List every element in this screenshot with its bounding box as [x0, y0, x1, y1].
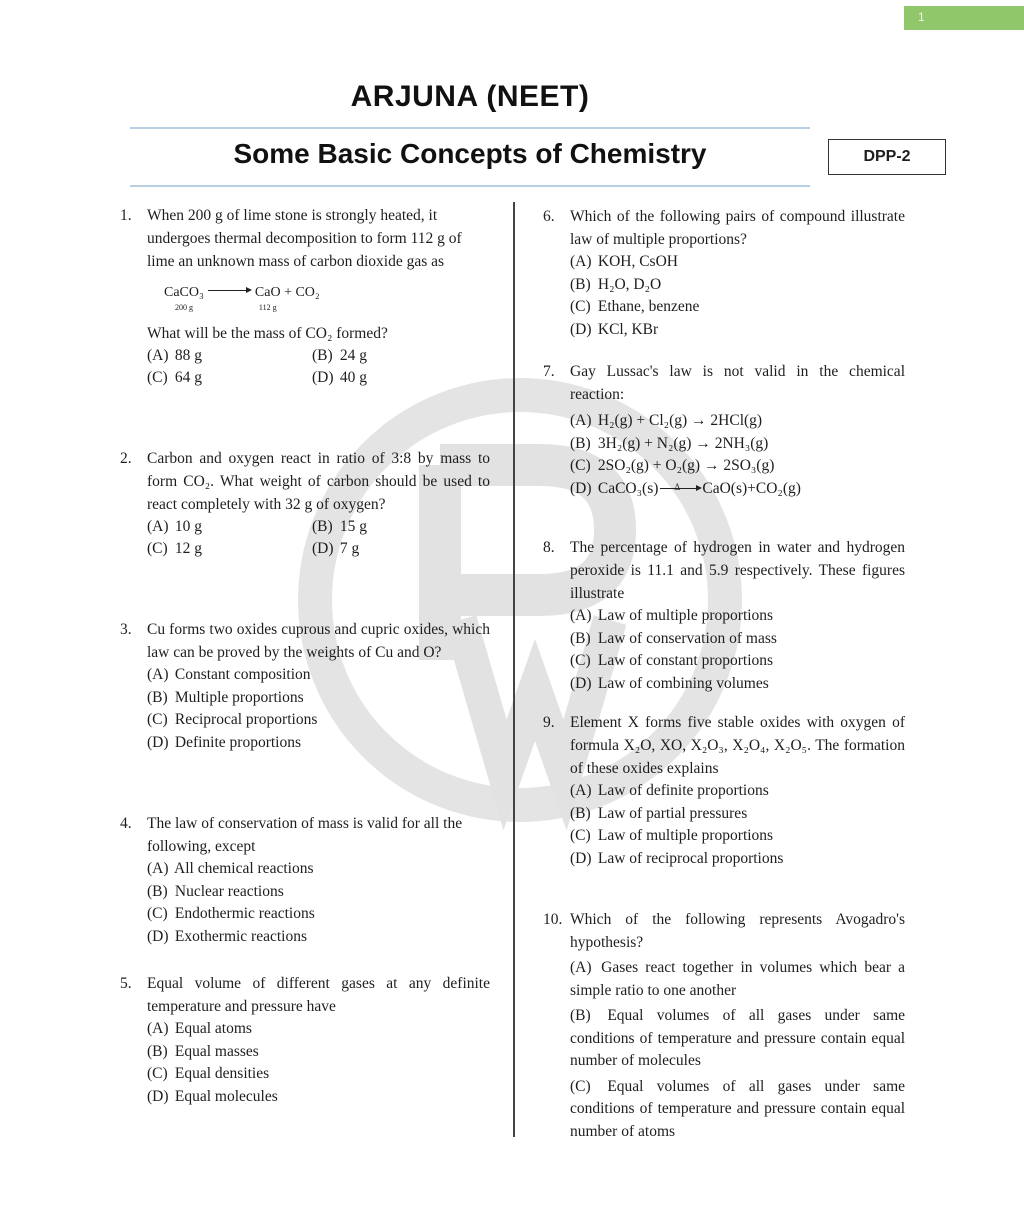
option-b[interactable]: (B) Law of partial pressures: [570, 804, 748, 822]
reaction-arrow-icon: [208, 290, 250, 291]
options: [570, 780, 905, 870]
reaction-equation: [164, 281, 490, 312]
option-d[interactable]: (D) Equal molecules: [147, 1087, 278, 1105]
question-10: [543, 908, 905, 1143]
option-c[interactable]: (C) 64 g: [147, 369, 202, 386]
options: [147, 1018, 490, 1108]
option-d[interactable]: (D) CaCO₃(s) Δ CaO(s)+CO₂(g): [570, 479, 801, 497]
reactant-mass: 200 g: [174, 303, 193, 312]
page-number: 1: [918, 10, 925, 24]
question-number: 7.: [543, 363, 555, 380]
option-d[interactable]: (D) 40 g: [312, 369, 367, 386]
dpp-label: DPP-2: [863, 148, 911, 165]
options: [570, 251, 905, 341]
question-stem: Which of the following pairs of compound illustrate law of multiple proportions?: [570, 208, 905, 248]
options: [570, 957, 905, 1143]
title-divider-top: [130, 127, 810, 129]
option-b[interactable]: (B) 3H₂(g) + N₂(g) → 2NH₃(g): [570, 434, 769, 452]
option-a[interactable]: (A) Law of multiple proportions: [570, 607, 774, 624]
option-b[interactable]: (B) Multiple proportions: [147, 688, 304, 706]
question-2: [120, 447, 490, 560]
option-a[interactable]: (A) Equal atoms: [147, 1020, 252, 1037]
question-number: 8.: [543, 539, 555, 556]
question-7: [543, 360, 905, 500]
question-stem: Element X forms five stable oxides with oxygen of formula X₂O, XO, X₂O₃, X₂O₄, X₂O₅. The formation of these oxides explains: [570, 714, 905, 777]
question-number: 6.: [543, 208, 555, 225]
question-3: [120, 618, 490, 754]
question-stem: When 200 g of lime stone is strongly heated, it undergoes thermal decomposition to form 112 g of lime an unknown mass of carbon dioxide gas as: [147, 207, 462, 270]
option-c[interactable]: (C) Endothermic reactions: [147, 905, 315, 922]
option-c[interactable]: (C) Equal volumes of all gases under same conditions of temperature and pressure contain equal number of atoms: [570, 1077, 906, 1140]
option-b[interactable]: (B) 24 g: [312, 347, 367, 364]
dpp-label-box: [828, 139, 946, 175]
question-number: 5.: [120, 975, 132, 992]
option-d[interactable]: (D) KCl, KBr: [570, 320, 659, 338]
question-stem: Cu forms two oxides cuprous and cupric oxides, which law can be proved by the weights of Cu and O?: [147, 621, 490, 661]
option-a[interactable]: (A) 10 g: [147, 518, 202, 535]
option-d[interactable]: (D) Exothermic reactions: [147, 927, 308, 945]
product: CaO: [254, 285, 281, 300]
options: [147, 345, 490, 389]
options: [570, 410, 905, 500]
option-c[interactable]: (C) Law of multiple proportions: [570, 827, 774, 844]
option-c[interactable]: (C) Law of constant proportions: [570, 652, 774, 669]
option-a[interactable]: (A) Gases react together in volumes which bear a simple ratio to one another: [570, 959, 906, 999]
question-8: [543, 536, 905, 695]
option-b[interactable]: (B) 15 g: [312, 518, 367, 535]
question-number: 2.: [120, 450, 132, 467]
option-a[interactable]: (A) 88 g: [147, 347, 202, 364]
page-number-tab: [904, 6, 1024, 30]
reactant: CaCO₃: [164, 285, 204, 300]
heat-arrow-icon: Δ: [660, 488, 700, 489]
option-c[interactable]: (C) 2SO₂(g) + O₂(g) → 2SO₃(g): [570, 457, 775, 474]
option-c[interactable]: (C) Reciprocal proportions: [147, 711, 318, 728]
question-number: 1.: [120, 207, 132, 224]
question-9: [543, 711, 905, 870]
option-b[interactable]: (B) Nuclear reactions: [147, 882, 284, 900]
option-b[interactable]: (B) Law of conservation of mass: [570, 629, 777, 647]
question-5: [120, 972, 490, 1108]
option-c[interactable]: (C) Equal densities: [147, 1065, 270, 1082]
series-title: ARJUNA (NEET): [350, 80, 590, 113]
question-prompt: What will be the mass of CO₂ formed?: [147, 325, 388, 342]
question-1: [120, 204, 490, 389]
option-b[interactable]: (B) Equal masses: [147, 1042, 259, 1060]
option-a[interactable]: (A) KOH, CsOH: [570, 253, 678, 270]
option-d[interactable]: (D) 7 g: [312, 540, 360, 557]
question-stem: Which of the following represents Avogadro's hypothesis?: [570, 911, 905, 951]
question-number: 4.: [120, 815, 132, 832]
question-stem: Carbon and oxygen react in ratio of 3:8 by mass to form CO₂. What weight of carbon should be used to react completely with 32 g of oxygen?: [147, 450, 490, 513]
column-divider: [513, 202, 515, 1137]
option-d[interactable]: (D) Law of combining volumes: [570, 674, 769, 692]
chapter-title: Some Basic Concepts of Chemistry: [233, 138, 707, 169]
product-co2: + CO₂: [284, 285, 320, 300]
question-stem: The percentage of hydrogen in water and hydrogen peroxide is 11.1 and 5.9 respectively. These figures illustrate: [570, 539, 905, 602]
question-stem: Gay Lussac's law is not valid in the chemical reaction:: [570, 363, 905, 403]
question-stem: The law of conservation of mass is valid for all the following, except: [147, 815, 463, 855]
question-stem: Equal volume of different gases at any definite temperature and pressure have: [147, 975, 490, 1015]
options: [147, 858, 490, 948]
option-c[interactable]: (C) 12 g: [147, 540, 202, 557]
product-mass: 112 g: [258, 303, 277, 312]
option-d[interactable]: (D) Definite proportions: [147, 733, 302, 751]
option-d[interactable]: (D) Law of reciprocal proportions: [570, 849, 784, 867]
title-divider-bottom: [130, 185, 810, 187]
option-a[interactable]: (A) All chemical reactions: [147, 860, 314, 877]
question-4: [120, 812, 490, 948]
option-a[interactable]: (A) Law of definite proportions: [570, 782, 769, 799]
options: [147, 664, 490, 754]
question-6: [543, 205, 905, 341]
question-number: 10.: [543, 911, 563, 928]
question-number: 3.: [120, 621, 132, 638]
question-number: 9.: [543, 714, 555, 731]
option-c[interactable]: (C) Ethane, benzene: [570, 298, 700, 315]
options: [570, 605, 905, 695]
option-b[interactable]: (B) Equal volumes of all gases under same conditions of temperature and pressure contain equal number of molecules: [570, 1007, 906, 1069]
options: [147, 516, 490, 560]
option-a[interactable]: (A) Constant composition: [147, 666, 311, 683]
option-a[interactable]: (A) H₂(g) + Cl₂(g) → 2HCl(g): [570, 412, 763, 429]
option-b[interactable]: (B) H₂O, D₂O: [570, 275, 662, 293]
